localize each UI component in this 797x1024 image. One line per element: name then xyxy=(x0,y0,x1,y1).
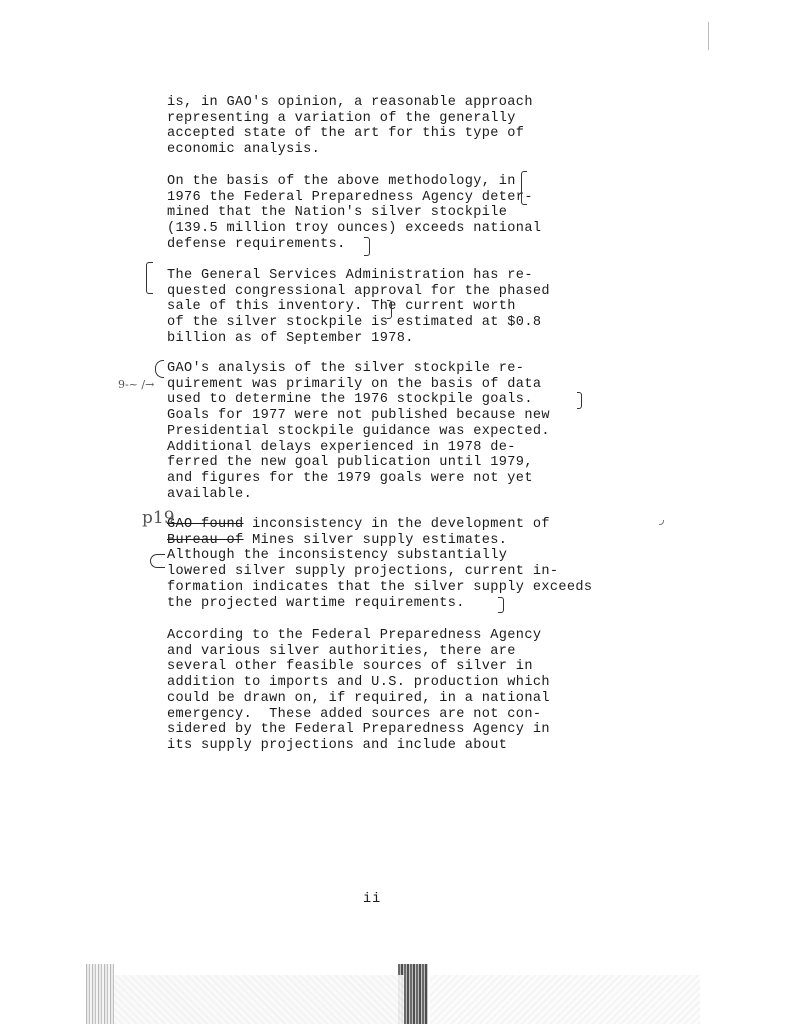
bracket-mark xyxy=(155,360,164,378)
text-line: mined that the Nation's silver stockpile xyxy=(167,205,508,221)
text-line: GAO's analysis of the silver stockpile re- xyxy=(167,361,525,376)
text-line: accepted state of the art for this type of xyxy=(167,126,525,142)
scan-noise-band-right xyxy=(430,975,700,1024)
text-line: 1976 the Federal Preparedness Agency deter- xyxy=(167,189,533,205)
text-line: (139.5 million troy ounces) exceeds national xyxy=(167,221,542,237)
bracket-mark xyxy=(577,392,582,409)
paragraph-4 xyxy=(167,361,637,502)
text-fragment: inconsistency in the development of xyxy=(243,517,550,532)
text-line: lowered silver supply projections, current in- xyxy=(167,564,559,580)
text-line: defense requirements. xyxy=(167,236,346,252)
text-line: sidered by the Federal Preparedness Agency in xyxy=(167,722,550,738)
text-line: According to the Federal Preparedness Agency xyxy=(167,628,542,643)
text-line: used to determine the 1976 stockpile goals. xyxy=(167,392,533,408)
bracket-mark xyxy=(364,237,370,256)
paragraph-3 xyxy=(167,268,637,347)
scan-noise-left xyxy=(86,964,114,1024)
paragraph-5 xyxy=(167,517,637,611)
text-line: could be drawn on, if required, in a national xyxy=(167,690,550,706)
text-line xyxy=(167,517,637,533)
bracket-mark xyxy=(387,300,392,319)
text-line: available. xyxy=(167,486,253,502)
text-line: formation indicates that the silver supply exceeds xyxy=(167,579,593,595)
text-line: Goals for 1977 were not published because new xyxy=(167,408,550,424)
text-line: its supply projections and include about xyxy=(167,737,508,753)
text-line: Presidential stockpile guidance was expected. xyxy=(167,423,550,439)
text-line: sale of this inventory. The current worth xyxy=(167,299,516,315)
scan-mark xyxy=(708,22,709,50)
text-line: quested congressional approval for the phased xyxy=(167,283,550,299)
text-line xyxy=(167,533,637,549)
text-line: The General Services Administration has re- xyxy=(167,268,533,283)
text-line: addition to imports and U.S. production which xyxy=(167,675,550,691)
paragraph-6 xyxy=(167,628,637,754)
text-line: ferred the new goal publication until 1979, xyxy=(167,455,533,471)
text-line: the projected wartime requirements. xyxy=(167,595,465,611)
text-line: representing a variation of the generally xyxy=(167,110,516,126)
bracket-mark xyxy=(498,597,504,613)
margin-arrow-note: 9-~ /→ xyxy=(118,378,155,391)
text-line: quirement was primarily on the basis of data xyxy=(167,376,542,392)
text-line: and figures for the 1979 goals were not yet xyxy=(167,470,533,486)
bracket-mark xyxy=(150,554,165,568)
text-line: emergency. These added sources are not con- xyxy=(167,706,542,722)
scan-mark xyxy=(659,520,664,525)
text-fragment: Mines silver supply estimates. xyxy=(243,532,508,548)
text-line: is, in GAO's opinion, a reasonable approach xyxy=(167,95,533,110)
text-line: On the basis of the above methodology, in xyxy=(167,174,516,189)
text-line: billion as of September 1978. xyxy=(167,330,414,346)
text-line: Although the inconsistency substantially xyxy=(167,548,508,564)
struck-text: GAO found xyxy=(167,517,244,532)
struck-text: Bureau of xyxy=(167,532,244,548)
text-line: of the silver stockpile is estimated at $0.8 xyxy=(167,315,542,331)
text-line: several other feasible sources of silver in xyxy=(167,659,533,675)
text-line: Additional delays experienced in 1978 de- xyxy=(167,439,516,455)
text-line: and various silver authorities, there are xyxy=(167,643,516,659)
bracket-mark xyxy=(146,262,153,294)
bracket-mark xyxy=(521,171,527,205)
margin-page-note: p19 xyxy=(142,508,175,528)
scan-noise-band xyxy=(114,975,404,1024)
paragraph-2 xyxy=(167,174,637,253)
page-number: ii xyxy=(363,892,382,907)
text-line: economic analysis. xyxy=(167,142,321,158)
paragraph-1 xyxy=(167,95,637,158)
